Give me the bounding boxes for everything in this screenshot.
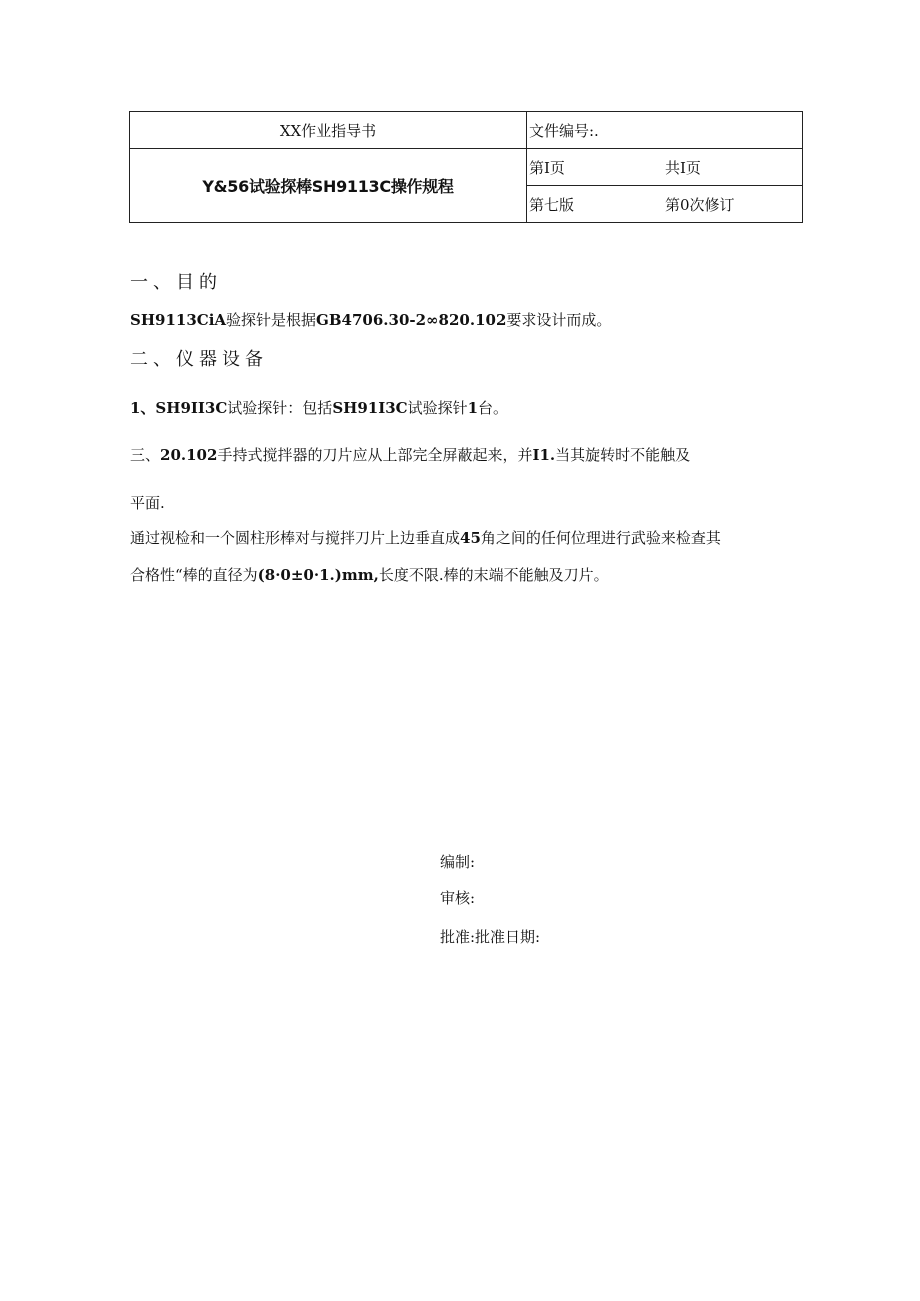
purpose-text <box>130 309 810 331</box>
section-three-para2 <box>130 527 810 549</box>
purpose-standard: GB4706.30-2∞820.102 <box>316 311 507 329</box>
section-three-para3 <box>130 564 810 586</box>
revision-label: 第0次修订 <box>665 195 735 214</box>
section-three-line1 <box>130 444 810 466</box>
clause-number: 20.102 <box>160 446 218 464</box>
section-equipment-heading: 二、仪器设备 <box>130 349 268 370</box>
purpose-text-2: 要求设计而成。 <box>506 311 612 329</box>
para3-text-1: 合格性“棒的直径为 <box>130 566 258 584</box>
edition-cell <box>527 186 803 223</box>
doc-type-cell <box>130 112 527 149</box>
equipment-text-1: 试验探针：包括 <box>227 399 333 417</box>
doc-title-cell <box>130 149 527 223</box>
para3-text-2: 长度不限.棒的末端不能触及刀片。 <box>378 566 609 584</box>
page-label: 第I页 <box>529 158 565 177</box>
equipment-item <box>130 397 810 419</box>
para2-text-2: 角之间的任何位理进行武验来检查其 <box>480 529 721 547</box>
section-three-line2: 平面. <box>130 494 165 512</box>
equipment-text-2: 试验探针 <box>407 399 468 417</box>
compiled-by-label: 编制: <box>440 853 476 871</box>
para2-text-1: 通过视检和一个圆柱形棒对与搅拌刀片上边垂直成 <box>130 529 461 547</box>
page-cell <box>527 149 803 186</box>
section-three-text-2: 当其旋转时不能触及 <box>555 446 691 464</box>
section-purpose-heading: 一、目的 <box>130 272 222 293</box>
file-number-label: 文件编号:. <box>529 121 599 140</box>
purpose-text-1: 验探针是根据 <box>226 311 317 329</box>
purpose-model: SH9113CiA <box>130 311 227 329</box>
edition-label: 第七版 <box>529 195 575 214</box>
para2-angle: 45 <box>460 529 481 547</box>
equipment-model-2: SH91I3C <box>332 399 408 417</box>
total-pages-label: 共I页 <box>665 158 701 177</box>
clause-ref: I1. <box>532 446 556 464</box>
document-header-table <box>129 111 803 223</box>
doc-title: Y&56试验探棒SH9113C操作规程 <box>202 177 454 196</box>
equipment-model-1: 1、SH9II3C <box>130 399 228 417</box>
section-three-text-1: 手持式搅拌器的刀片应从上部完全屏蔽起来，并 <box>217 446 533 464</box>
equipment-text-3: 台。 <box>478 399 509 417</box>
file-number-cell <box>527 112 803 149</box>
doc-type: XX作业指导书 <box>279 121 377 140</box>
equipment-count: 1 <box>467 399 479 417</box>
section-three-number: 三、 <box>130 446 161 464</box>
para3-diameter: (8·0±0·1.)mm, <box>257 566 379 584</box>
approved-by-label: 批准:批准日期: <box>440 928 541 946</box>
reviewed-by-label: 审核: <box>440 889 476 907</box>
